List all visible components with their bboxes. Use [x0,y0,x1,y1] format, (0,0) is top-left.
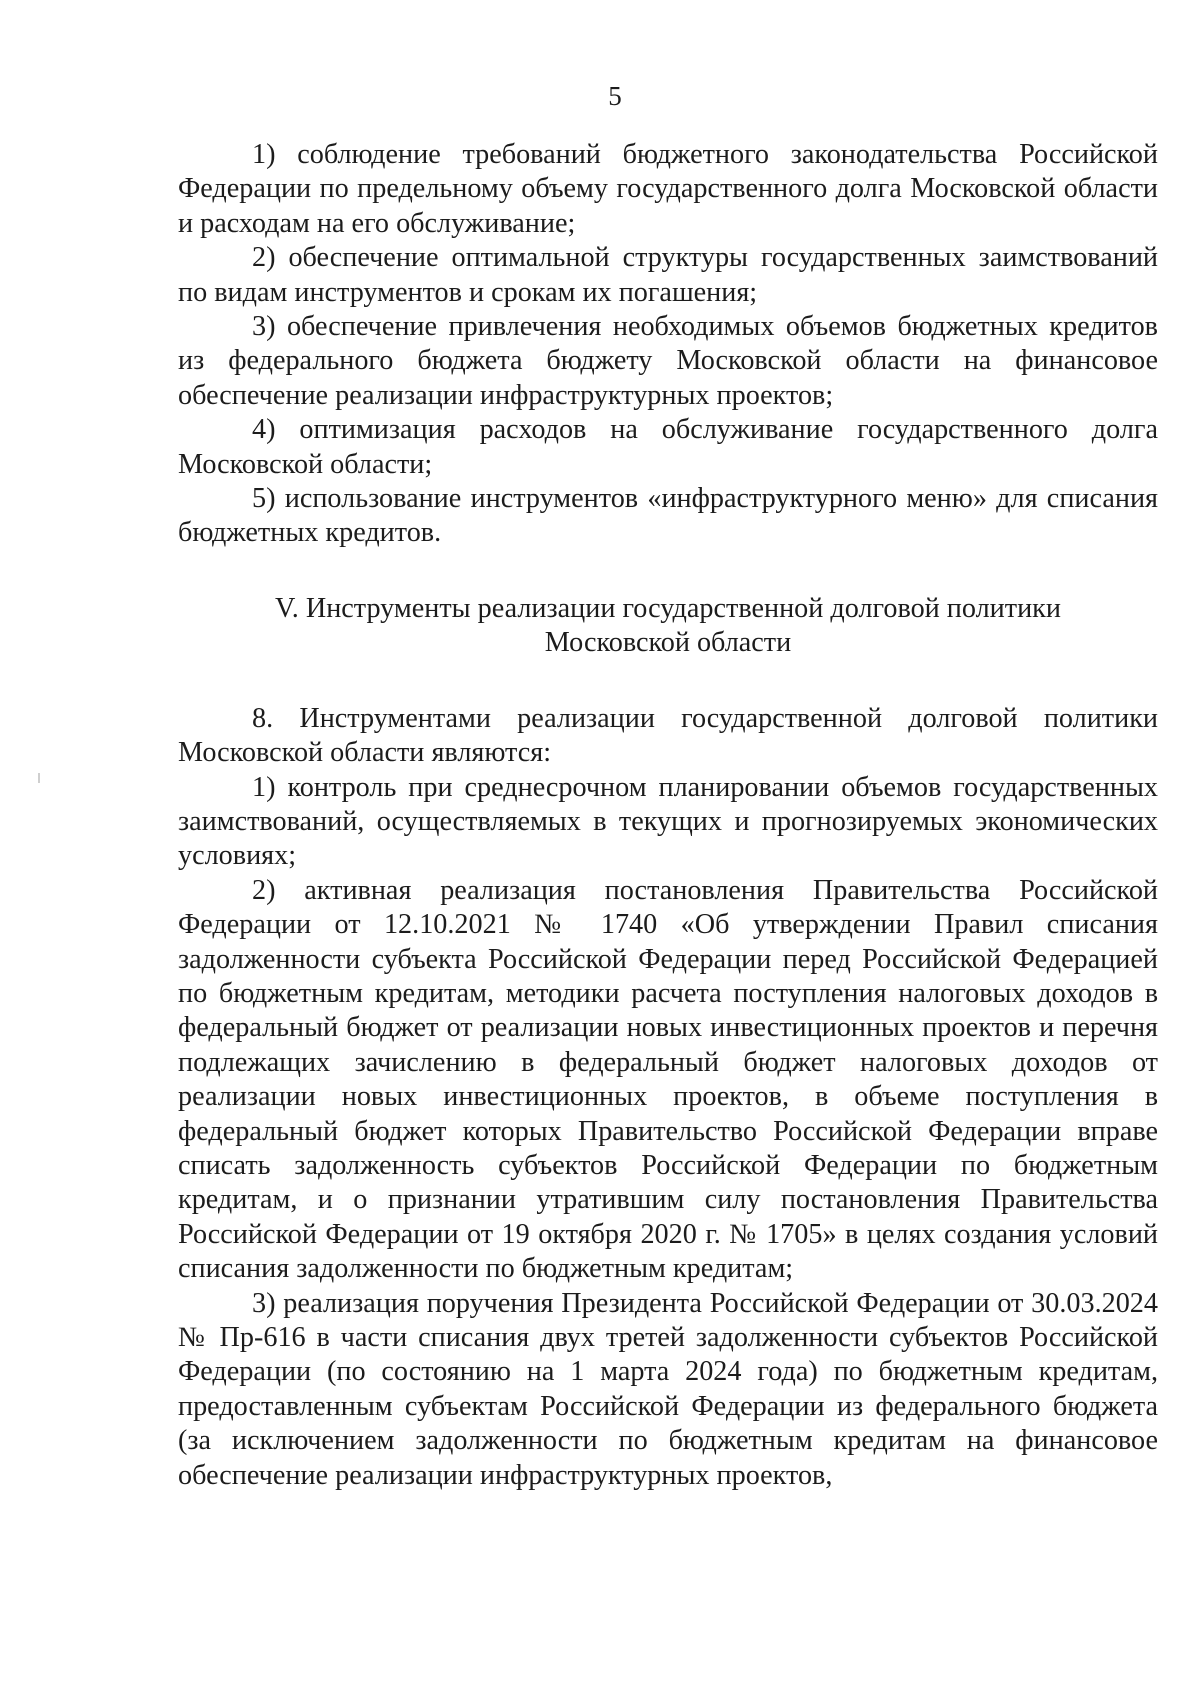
instrument-item-3: 3) реализация поручения Президента Российской Федерации от 30.03.2024 № Пр-616 в части списания двух третей задолженности субъектов Российской Федерации (по состоянию на 1 марта 2024 года) по бюджетным кредитам, предоставленным субъектам Российской Федерации из федерального бюджета (за исключением задолженности по бюджетным кредитам на финансовое обеспечение реализации инфраструктурных проектов, [178,1287,1158,1491]
instrument-item-1: 1) контроль при среднесрочном планировании объемов государственных заимствований, осуществляемых в текущих и прогнозируемых экономических условиях; [178,771,1158,872]
goal-item-5: 5) использование инструментов «инфраструктурного меню» для списания бюджетных кредитов. [178,483,1158,549]
scan-artifact-mark [38,773,40,783]
goal-item-2: 2) обеспечение оптимальной структуры государственных заимствований по видам инструментов и срокам их погашения; [178,242,1158,308]
goal-item-4: 4) оптимизация расходов на обслуживание государственного долга Московской области; [178,414,1158,480]
goal-item-1: 1) соблюдение требований бюджетного законодательства Российской Федерации по предельному объему государственного долга Московской области и расходам на его обслуживание; [178,139,1158,239]
section-heading [178,592,1158,661]
section-heading-line-2: Московской области [544,627,792,659]
goal-item-3: 3) обеспечение привлечения необходимых объемов бюджетных кредитов из федерального бюджета бюджету Московской области на финансовое обеспечение реализации инфраструктурных проектов; [178,311,1158,411]
page-number: 5 [608,81,622,111]
section-heading-line-1: V. Инструменты реализации государственной долговой политики [275,592,1061,624]
instrument-item-2: 2) активная реализация постановления Правительства Российской Федерации от 12.10.2021 № 1740 «Об утверждении Правил списания задолженности субъекта Российской Федерации перед Российской Федерацией по бюджетным кредитам, методики расчета поступления налоговых доходов в федеральный бюджет от реализации новых инвестиционных проектов и перечня подлежащих зачислению в федеральный бюджет налоговых доходов от реализации новых инвестиционных проектов, в объеме поступления в федеральный бюджет которых Правительство Российской Федерации вправе списать задолженность субъектов Российской Федерации по бюджетным кредитам, и о признании утратившим силу постановления Правительства Российской Федерации от 19 октября 2020 г. № 1705» в целях создания условий списания задолженности по бюджетным кредитам; [178,874,1158,1285]
document-body [178,138,1158,1493]
instruments-intro: 8. Инструментами реализации государственной долговой политики Московской области являются: [178,702,1158,769]
